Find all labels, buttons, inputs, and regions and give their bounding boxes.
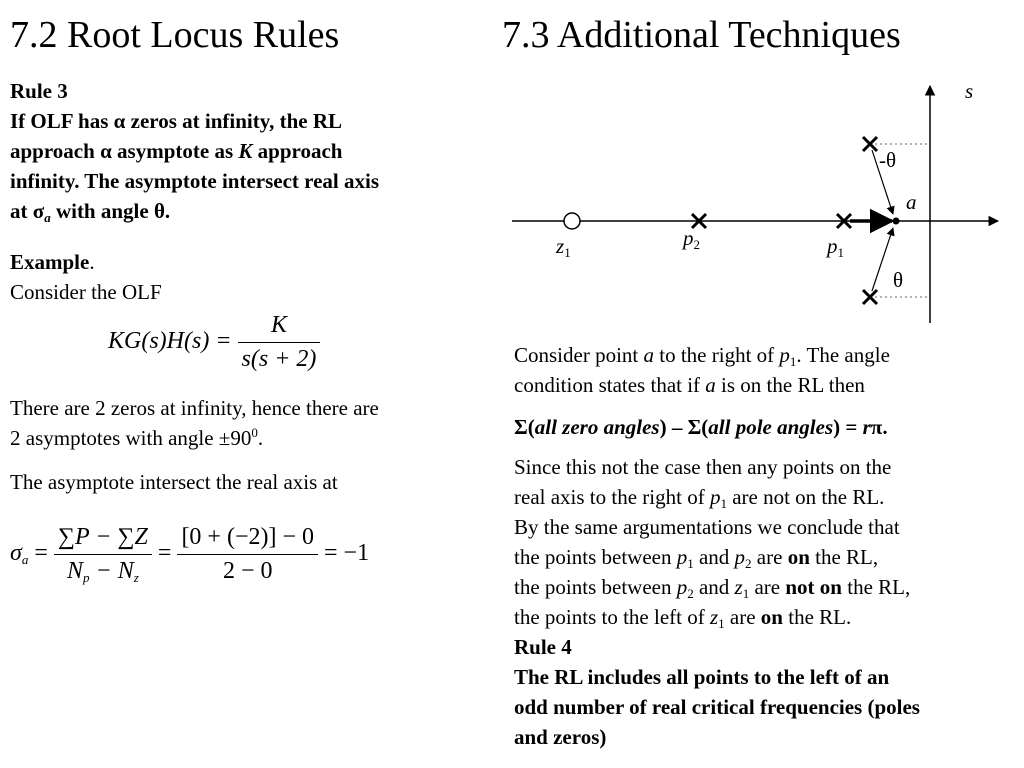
rule3-line4: at $\sigma_a$ with angle θ. bbox=[10, 199, 171, 225]
a-label: a bbox=[906, 190, 917, 214]
point-a bbox=[893, 218, 900, 225]
example-block bbox=[10, 247, 480, 307]
zero-z1 bbox=[564, 213, 580, 229]
rule3-line3: infinity. The asymptote intersect real axis bbox=[10, 169, 380, 193]
olf-fraction bbox=[238, 312, 321, 373]
rule3-block bbox=[10, 76, 480, 226]
example-heading: Example. bbox=[10, 250, 95, 274]
root-locus-diagram bbox=[500, 78, 1010, 333]
consider-line2: condition states that if a is on the RL then bbox=[514, 373, 865, 397]
sigma-fraction-2: $\frac{[0 + (-2)] - 0}{2 - 0}$ bbox=[177, 524, 318, 585]
asymptote-text: There are 2 zeros at infinity, hence there are 2 asymptotes with angle $\pm 90^0$. bbox=[10, 396, 379, 450]
rule3-line1: If OLF has α zeros at infinity, the RL bbox=[10, 109, 343, 133]
s-label: s bbox=[965, 79, 974, 103]
theta-label: θ bbox=[893, 268, 904, 292]
left-title: 7.2 Root Locus Rules bbox=[10, 14, 340, 56]
arrow-lower-pole bbox=[872, 228, 893, 291]
rule4-block: Rule 4 The RL includes all points to the left of an odd number of real critical frequencies (poles and zeros) bbox=[514, 632, 1014, 752]
right-title: 7.3 Additional Techniques bbox=[502, 14, 901, 56]
pole-lower bbox=[863, 290, 877, 304]
neg-theta-label: -θ bbox=[879, 148, 897, 172]
z1-label: z1 bbox=[556, 234, 571, 260]
olf-denominator: s(s + 2) bbox=[238, 342, 321, 373]
reasoning-block: Since this not the case then any points on the real axis to the right of $p_1$ are not on the RL. By the same argumentations we conclude that the points between $p_1$ and $p_2$ are on the RL, the points between $p_2$ and $z_1$ are not on the RL, the points to the left of $z_1$ are on the RL. bbox=[514, 455, 911, 631]
rule4-heading: Rule 4 bbox=[514, 635, 572, 659]
sigma-fraction-1: $\frac{\sum P - \sum Z}{N_p - N_z}$ bbox=[54, 524, 152, 585]
p1-label: p1 bbox=[827, 234, 844, 260]
p2-label: p2 bbox=[683, 226, 700, 252]
rule3-heading: Rule 3 bbox=[10, 79, 68, 103]
example-line: Consider the OLF bbox=[10, 280, 162, 304]
pole-upper bbox=[863, 137, 877, 151]
olf-equation bbox=[108, 312, 320, 373]
sigma-equation: $\sigma_a$ = $\frac{\sum P - \sum Z}{N_p - N_z}$ = $\frac{[0 + (-2)] - 0}{2 - 0}$ = −1 bbox=[10, 524, 370, 585]
rule3-line2: approach α asymptote as K approach bbox=[10, 139, 343, 163]
consider-line1: Consider point a to the right of $p_1$. The angle bbox=[514, 343, 890, 369]
intersect-text: The asymptote intersect the real axis at bbox=[10, 470, 338, 494]
right-text-block bbox=[514, 340, 1014, 752]
angle-condition: Σ(all zero angles) – Σ(all pole angles) = rπ. bbox=[514, 415, 888, 439]
olf-numerator: K bbox=[270, 312, 287, 338]
olf-lhs: KG(s)H(s) = bbox=[108, 328, 232, 355]
